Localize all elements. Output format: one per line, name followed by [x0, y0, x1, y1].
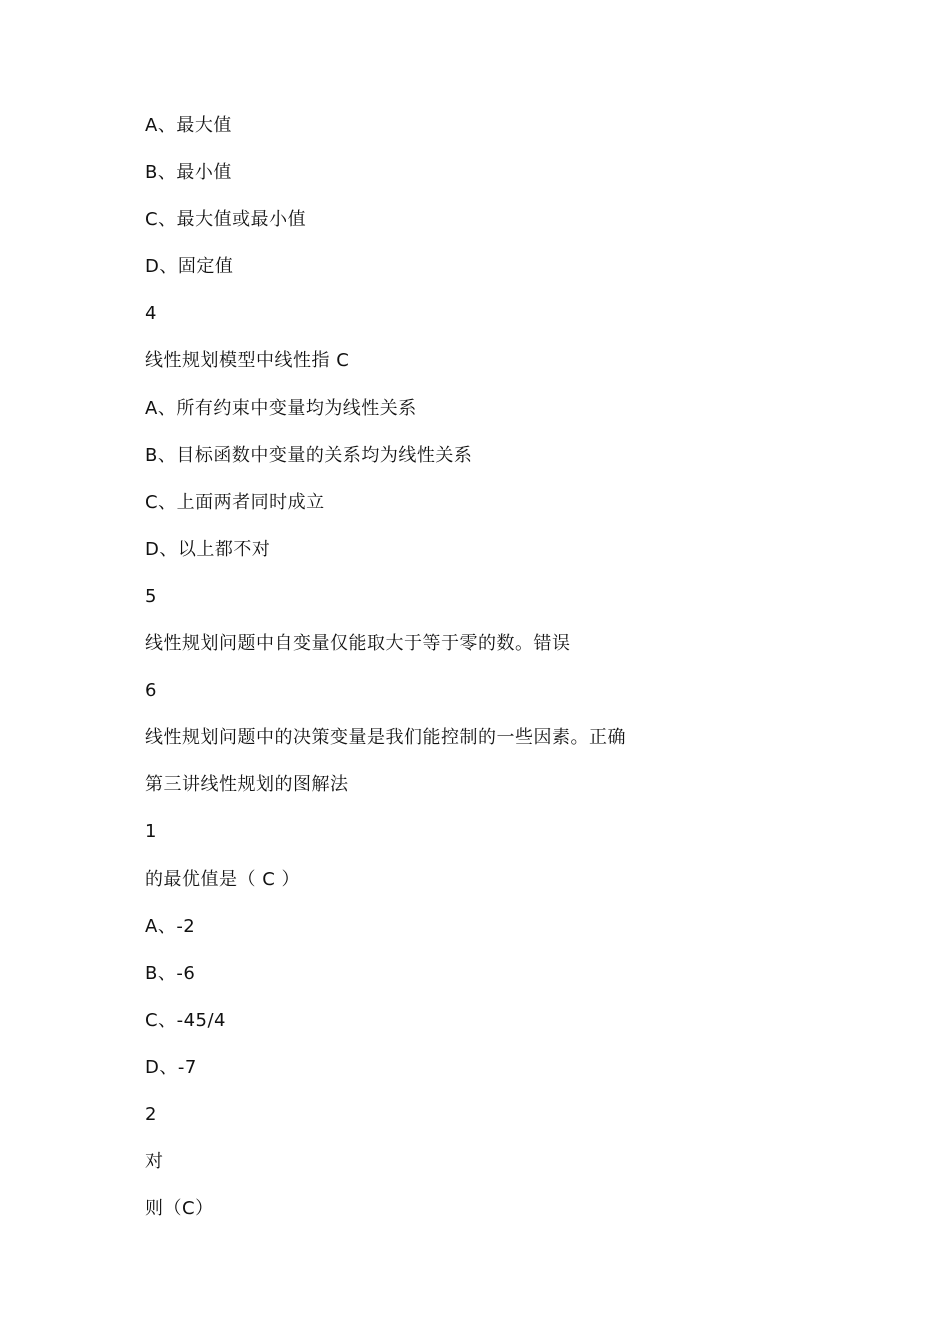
question-number: 4	[145, 303, 157, 325]
question-number: 6	[145, 680, 157, 702]
document-body	[145, 110, 845, 1240]
question-number: 5	[145, 585, 157, 607]
option-a-line: A、所有约束中变量均为线性关系	[145, 397, 417, 419]
question-text: 线性规划模型中线性指 C	[145, 350, 350, 372]
question-text: 线性规划问题中自变量仅能取大于等于零的数。错误	[145, 633, 571, 655]
option-d-line: D、以上都不对	[145, 538, 271, 560]
question-text: 的最优值是（ C ）	[145, 868, 301, 890]
option-b-line: B、目标函数中变量的关系均为线性关系	[145, 444, 473, 466]
section-heading: 第三讲线性规划的图解法	[145, 774, 349, 796]
option-c-line: C、最大值或最小值	[145, 209, 307, 231]
question-number: 1	[145, 821, 157, 843]
option-d-line: D、固定值	[145, 256, 234, 278]
question-number: 2	[145, 1103, 157, 1125]
option-c-line: C、上面两者同时成立	[145, 491, 325, 513]
question-text: 线性规划问题中的决策变量是我们能控制的一些因素。正确	[145, 727, 626, 749]
question-text: 对	[145, 1151, 164, 1173]
option-c-line: C、-45/4	[145, 1009, 226, 1031]
option-b-line: B、-6	[145, 962, 196, 984]
option-a-line: A、最大值	[145, 115, 232, 136]
option-b-line: B、最小值	[145, 162, 232, 184]
option-d-line: D、-7	[145, 1056, 197, 1078]
option-a-line: A、-2	[145, 915, 196, 937]
question-text: 则（C）	[145, 1198, 214, 1220]
